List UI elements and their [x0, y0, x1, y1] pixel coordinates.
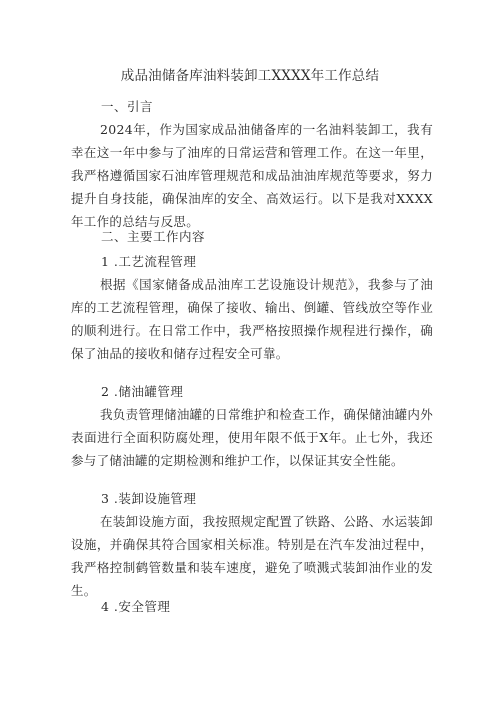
section-heading-introduction: 一、引言	[101, 99, 154, 114]
item-heading-safety-management: 4 .安全管理	[101, 599, 171, 614]
process-management-paragraph: 根据《国家储备成品油库工艺设施设计规范》，我参与了油库的工艺流程管理，确保了接收、输出、倒罐、管线放空等作业的顺利进行。在日常工作中，我严格按照操作规程进行操作，确保了油品的接收和储存过程安全可靠。	[71, 277, 433, 361]
section-heading-main-work: 二、主要工作内容	[101, 229, 206, 244]
item-heading-tank-management: 2 .储油罐管理	[101, 384, 184, 399]
item-heading-loading-facilities: 3 .装卸设施管理	[101, 491, 197, 506]
intro-paragraph: 2024年，作为国家成品油储备库的一名油料装卸工，我有幸在这一年中参与了油库的日常运营和管理工作。在这一年里，我严格遵循国家石油库管理规范和成品油油库规范等要求，努力提升自身技能，确保油库的安全、高效运行。以下是我对XXXX年工作的总结与反思。	[71, 122, 433, 229]
document-title: 成品油储备库油料装卸工XXXX年工作总结	[120, 68, 380, 84]
loading-facilities-paragraph: 在装卸设施方面，我按照规定配置了铁路、公路、水运装卸设施，并确保其符合国家相关标准。特别是在汽车发油过程中，我严格控制鹤管数量和装车速度，避免了喷溅式装卸油作业的发生。	[71, 514, 433, 598]
item-heading-process-management: 1 .工艺流程管理	[101, 254, 197, 269]
tank-management-paragraph: 我负责管理储油罐的日常维护和检查工作，确保储油罐内外表面进行全面积防腐处理，使用年限不低于X年。止七外，我还参与了储油罐的定期检测和维护工作，以保证其安全性能。	[71, 407, 433, 468]
